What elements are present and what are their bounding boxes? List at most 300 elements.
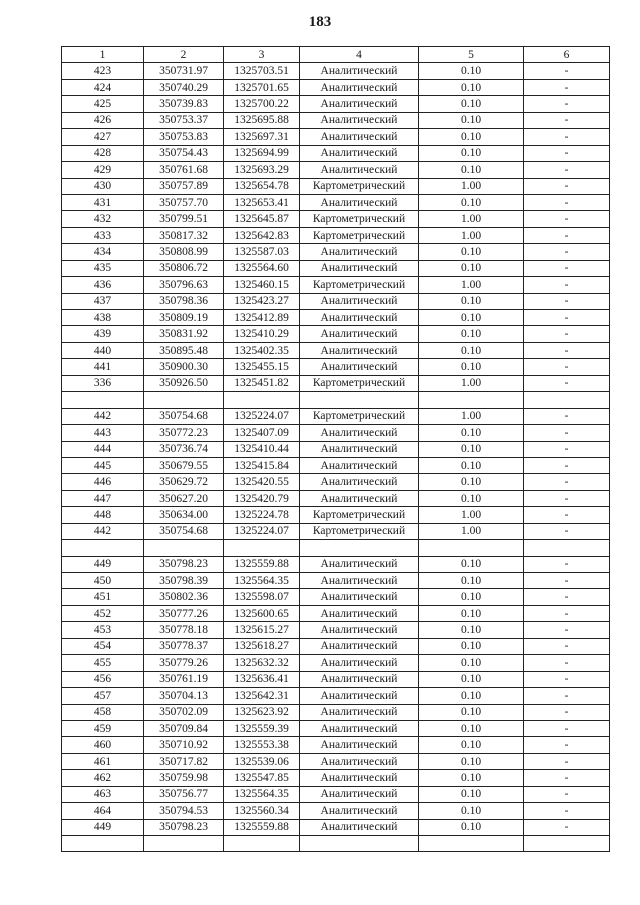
point-number-cell bbox=[62, 540, 144, 556]
point-number-cell: 438 bbox=[62, 310, 144, 326]
accuracy-cell: 0.10 bbox=[419, 573, 524, 589]
y-coordinate-cell: 1325460.15 bbox=[224, 277, 300, 293]
note-cell: - bbox=[524, 688, 610, 704]
table-row bbox=[62, 112, 610, 128]
x-coordinate-cell: 350798.36 bbox=[144, 293, 224, 309]
x-coordinate-cell: 350754.68 bbox=[144, 408, 224, 424]
table-row bbox=[62, 622, 610, 638]
y-coordinate-cell: 1325559.88 bbox=[224, 819, 300, 835]
point-number-cell: 449 bbox=[62, 819, 144, 835]
point-number-cell: 428 bbox=[62, 145, 144, 161]
accuracy-cell: 1.00 bbox=[419, 227, 524, 243]
accuracy-cell: 0.10 bbox=[419, 737, 524, 753]
table-header bbox=[62, 47, 610, 63]
note-cell: - bbox=[524, 573, 610, 589]
y-coordinate-cell: 1325645.87 bbox=[224, 211, 300, 227]
method-cell: Аналитический bbox=[300, 129, 419, 145]
x-coordinate-cell: 350759.98 bbox=[144, 770, 224, 786]
y-coordinate-cell: 1325224.07 bbox=[224, 408, 300, 424]
column-header: 5 bbox=[419, 47, 524, 63]
point-number-cell: 432 bbox=[62, 211, 144, 227]
point-number-cell: 450 bbox=[62, 573, 144, 589]
y-coordinate-cell: 1325415.84 bbox=[224, 457, 300, 473]
accuracy-cell: 0.10 bbox=[419, 622, 524, 638]
table-row bbox=[62, 145, 610, 161]
x-coordinate-cell: 350796.63 bbox=[144, 277, 224, 293]
x-coordinate-cell: 350627.20 bbox=[144, 490, 224, 506]
x-coordinate-cell: 350777.26 bbox=[144, 605, 224, 621]
accuracy-cell: 1.00 bbox=[419, 375, 524, 391]
method-cell: Аналитический bbox=[300, 704, 419, 720]
point-number-cell bbox=[62, 392, 144, 408]
method-cell: Аналитический bbox=[300, 556, 419, 572]
header-row bbox=[62, 47, 610, 63]
x-coordinate-cell: 350753.83 bbox=[144, 129, 224, 145]
point-number-cell: 447 bbox=[62, 490, 144, 506]
accuracy-cell: 0.10 bbox=[419, 490, 524, 506]
table-row bbox=[62, 310, 610, 326]
note-cell: - bbox=[524, 720, 610, 736]
table-row bbox=[62, 786, 610, 802]
y-coordinate-cell: 1325412.89 bbox=[224, 310, 300, 326]
x-coordinate-cell: 350772.23 bbox=[144, 425, 224, 441]
method-cell: Аналитический bbox=[300, 688, 419, 704]
x-coordinate-cell: 350798.23 bbox=[144, 556, 224, 572]
accuracy-cell: 0.10 bbox=[419, 63, 524, 79]
method-cell bbox=[300, 392, 419, 408]
point-number-cell: 453 bbox=[62, 622, 144, 638]
note-cell: - bbox=[524, 671, 610, 687]
method-cell: Аналитический bbox=[300, 720, 419, 736]
x-coordinate-cell: 350629.72 bbox=[144, 474, 224, 490]
x-coordinate-cell: 350756.77 bbox=[144, 786, 224, 802]
method-cell: Аналитический bbox=[300, 194, 419, 210]
y-coordinate-cell: 1325642.31 bbox=[224, 688, 300, 704]
y-coordinate-cell: 1325632.32 bbox=[224, 655, 300, 671]
accuracy-cell: 0.10 bbox=[419, 145, 524, 161]
y-coordinate-cell: 1325402.35 bbox=[224, 342, 300, 358]
accuracy-cell bbox=[419, 836, 524, 852]
accuracy-cell: 0.10 bbox=[419, 96, 524, 112]
accuracy-cell: 0.10 bbox=[419, 605, 524, 621]
y-coordinate-cell: 1325653.41 bbox=[224, 194, 300, 210]
table-row bbox=[62, 293, 610, 309]
accuracy-cell bbox=[419, 392, 524, 408]
table-row bbox=[62, 392, 610, 408]
x-coordinate-cell: 350900.30 bbox=[144, 359, 224, 375]
y-coordinate-cell: 1325697.31 bbox=[224, 129, 300, 145]
method-cell bbox=[300, 836, 419, 852]
table-row bbox=[62, 342, 610, 358]
x-coordinate-cell: 350757.70 bbox=[144, 194, 224, 210]
method-cell: Аналитический bbox=[300, 819, 419, 835]
method-cell: Картометрический bbox=[300, 227, 419, 243]
method-cell: Аналитический bbox=[300, 605, 419, 621]
x-coordinate-cell: 350806.72 bbox=[144, 260, 224, 276]
point-number-cell: 445 bbox=[62, 457, 144, 473]
point-number-cell: 429 bbox=[62, 162, 144, 178]
method-cell: Аналитический bbox=[300, 112, 419, 128]
table-row bbox=[62, 474, 610, 490]
y-coordinate-cell: 1325623.92 bbox=[224, 704, 300, 720]
accuracy-cell: 1.00 bbox=[419, 523, 524, 539]
accuracy-cell: 0.10 bbox=[419, 655, 524, 671]
note-cell: - bbox=[524, 375, 610, 391]
accuracy-cell: 0.10 bbox=[419, 112, 524, 128]
table-row bbox=[62, 457, 610, 473]
table-row bbox=[62, 753, 610, 769]
y-coordinate-cell: 1325559.39 bbox=[224, 720, 300, 736]
y-coordinate-cell: 1325642.83 bbox=[224, 227, 300, 243]
table-row bbox=[62, 211, 610, 227]
method-cell: Аналитический bbox=[300, 474, 419, 490]
note-cell: - bbox=[524, 293, 610, 309]
table-body bbox=[62, 63, 610, 852]
note-cell: - bbox=[524, 211, 610, 227]
y-coordinate-cell: 1325407.09 bbox=[224, 425, 300, 441]
accuracy-cell: 1.00 bbox=[419, 178, 524, 194]
method-cell: Аналитический bbox=[300, 803, 419, 819]
accuracy-cell: 0.10 bbox=[419, 441, 524, 457]
method-cell: Аналитический bbox=[300, 310, 419, 326]
accuracy-cell: 0.10 bbox=[419, 244, 524, 260]
page-number: 183 bbox=[308, 14, 332, 30]
method-cell: Аналитический bbox=[300, 490, 419, 506]
table-row bbox=[62, 836, 610, 852]
table-row bbox=[62, 490, 610, 506]
table-row bbox=[62, 803, 610, 819]
method-cell: Аналитический bbox=[300, 425, 419, 441]
y-coordinate-cell bbox=[224, 540, 300, 556]
method-cell: Картометрический bbox=[300, 523, 419, 539]
table-row bbox=[62, 589, 610, 605]
note-cell: - bbox=[524, 359, 610, 375]
table-row bbox=[62, 770, 610, 786]
method-cell: Картометрический bbox=[300, 277, 419, 293]
note-cell: - bbox=[524, 704, 610, 720]
method-cell: Аналитический bbox=[300, 589, 419, 605]
note-cell: - bbox=[524, 194, 610, 210]
method-cell: Аналитический bbox=[300, 326, 419, 342]
y-coordinate-cell: 1325600.65 bbox=[224, 605, 300, 621]
method-cell: Аналитический bbox=[300, 737, 419, 753]
note-cell: - bbox=[524, 79, 610, 95]
point-number-cell: 451 bbox=[62, 589, 144, 605]
method-cell: Аналитический bbox=[300, 359, 419, 375]
table-row bbox=[62, 96, 610, 112]
column-header: 2 bbox=[144, 47, 224, 63]
x-coordinate-cell bbox=[144, 392, 224, 408]
x-coordinate-cell: 350634.00 bbox=[144, 507, 224, 523]
note-cell: - bbox=[524, 260, 610, 276]
y-coordinate-cell: 1325410.29 bbox=[224, 326, 300, 342]
y-coordinate-cell: 1325654.78 bbox=[224, 178, 300, 194]
x-coordinate-cell: 350754.68 bbox=[144, 523, 224, 539]
method-cell: Картометрический bbox=[300, 178, 419, 194]
method-cell: Картометрический bbox=[300, 211, 419, 227]
y-coordinate-cell: 1325451.82 bbox=[224, 375, 300, 391]
point-number-cell: 457 bbox=[62, 688, 144, 704]
y-coordinate-cell: 1325410.44 bbox=[224, 441, 300, 457]
table-row bbox=[62, 260, 610, 276]
table-row bbox=[62, 540, 610, 556]
point-number-cell: 427 bbox=[62, 129, 144, 145]
note-cell: - bbox=[524, 457, 610, 473]
x-coordinate-cell: 350778.37 bbox=[144, 638, 224, 654]
y-coordinate-cell: 1325598.07 bbox=[224, 589, 300, 605]
note-cell: - bbox=[524, 227, 610, 243]
x-coordinate-cell: 350704.13 bbox=[144, 688, 224, 704]
note-cell: - bbox=[524, 244, 610, 260]
x-coordinate-cell: 350740.29 bbox=[144, 79, 224, 95]
x-coordinate-cell: 350779.26 bbox=[144, 655, 224, 671]
point-number-cell: 456 bbox=[62, 671, 144, 687]
table-row bbox=[62, 507, 610, 523]
note-cell: - bbox=[524, 819, 610, 835]
table-row bbox=[62, 178, 610, 194]
column-header: 1 bbox=[62, 47, 144, 63]
method-cell: Аналитический bbox=[300, 260, 419, 276]
method-cell: Аналитический bbox=[300, 79, 419, 95]
point-number-cell: 460 bbox=[62, 737, 144, 753]
note-cell: - bbox=[524, 638, 610, 654]
method-cell: Картометрический bbox=[300, 507, 419, 523]
table-row bbox=[62, 277, 610, 293]
x-coordinate-cell: 350753.37 bbox=[144, 112, 224, 128]
note-cell: - bbox=[524, 605, 610, 621]
point-number-cell: 442 bbox=[62, 408, 144, 424]
x-coordinate-cell: 350831.92 bbox=[144, 326, 224, 342]
y-coordinate-cell: 1325636.41 bbox=[224, 671, 300, 687]
note-cell: - bbox=[524, 753, 610, 769]
note-cell: - bbox=[524, 770, 610, 786]
method-cell: Аналитический bbox=[300, 457, 419, 473]
accuracy-cell: 0.10 bbox=[419, 293, 524, 309]
point-number-cell: 448 bbox=[62, 507, 144, 523]
y-coordinate-cell: 1325224.78 bbox=[224, 507, 300, 523]
note-cell: - bbox=[524, 589, 610, 605]
y-coordinate-cell: 1325455.15 bbox=[224, 359, 300, 375]
note-cell: - bbox=[524, 145, 610, 161]
point-number-cell: 437 bbox=[62, 293, 144, 309]
point-number-cell: 336 bbox=[62, 375, 144, 391]
point-number-cell: 449 bbox=[62, 556, 144, 572]
method-cell: Аналитический bbox=[300, 638, 419, 654]
y-coordinate-cell: 1325700.22 bbox=[224, 96, 300, 112]
accuracy-cell: 0.10 bbox=[419, 474, 524, 490]
x-coordinate-cell: 350679.55 bbox=[144, 457, 224, 473]
note-cell: - bbox=[524, 523, 610, 539]
table-row bbox=[62, 326, 610, 342]
table-row bbox=[62, 638, 610, 654]
table-row bbox=[62, 63, 610, 79]
accuracy-cell: 0.10 bbox=[419, 589, 524, 605]
point-number-cell: 431 bbox=[62, 194, 144, 210]
table-row bbox=[62, 441, 610, 457]
accuracy-cell: 1.00 bbox=[419, 507, 524, 523]
x-coordinate-cell: 350799.51 bbox=[144, 211, 224, 227]
accuracy-cell: 0.10 bbox=[419, 720, 524, 736]
x-coordinate-cell: 350717.82 bbox=[144, 753, 224, 769]
table-row bbox=[62, 227, 610, 243]
note-cell: - bbox=[524, 786, 610, 802]
point-number-cell: 464 bbox=[62, 803, 144, 819]
note-cell: - bbox=[524, 178, 610, 194]
table-row bbox=[62, 244, 610, 260]
y-coordinate-cell: 1325423.27 bbox=[224, 293, 300, 309]
point-number-cell bbox=[62, 836, 144, 852]
accuracy-cell: 0.10 bbox=[419, 638, 524, 654]
point-number-cell: 444 bbox=[62, 441, 144, 457]
point-number-cell: 462 bbox=[62, 770, 144, 786]
accuracy-cell: 0.10 bbox=[419, 770, 524, 786]
point-number-cell: 425 bbox=[62, 96, 144, 112]
method-cell: Аналитический bbox=[300, 244, 419, 260]
x-coordinate-cell: 350761.68 bbox=[144, 162, 224, 178]
table-row bbox=[62, 162, 610, 178]
accuracy-cell: 0.10 bbox=[419, 194, 524, 210]
note-cell: - bbox=[524, 96, 610, 112]
accuracy-cell: 0.10 bbox=[419, 310, 524, 326]
y-coordinate-cell: 1325553.38 bbox=[224, 737, 300, 753]
x-coordinate-cell: 350731.97 bbox=[144, 63, 224, 79]
point-number-cell: 435 bbox=[62, 260, 144, 276]
note-cell: - bbox=[524, 507, 610, 523]
x-coordinate-cell: 350926.50 bbox=[144, 375, 224, 391]
table-row bbox=[62, 556, 610, 572]
note-cell: - bbox=[524, 326, 610, 342]
column-header: 3 bbox=[224, 47, 300, 63]
point-number-cell: 441 bbox=[62, 359, 144, 375]
x-coordinate-cell: 350778.18 bbox=[144, 622, 224, 638]
note-cell: - bbox=[524, 490, 610, 506]
y-coordinate-cell: 1325539.06 bbox=[224, 753, 300, 769]
point-number-cell: 434 bbox=[62, 244, 144, 260]
method-cell: Аналитический bbox=[300, 342, 419, 358]
method-cell: Аналитический bbox=[300, 753, 419, 769]
x-coordinate-cell: 350761.19 bbox=[144, 671, 224, 687]
note-cell bbox=[524, 540, 610, 556]
x-coordinate-cell: 350895.48 bbox=[144, 342, 224, 358]
table-row bbox=[62, 129, 610, 145]
y-coordinate-cell bbox=[224, 836, 300, 852]
point-number-cell: 439 bbox=[62, 326, 144, 342]
column-header: 6 bbox=[524, 47, 610, 63]
table-row bbox=[62, 688, 610, 704]
accuracy-cell: 0.10 bbox=[419, 129, 524, 145]
note-cell: - bbox=[524, 425, 610, 441]
accuracy-cell: 0.10 bbox=[419, 671, 524, 687]
point-number-cell: 454 bbox=[62, 638, 144, 654]
x-coordinate-cell: 350702.09 bbox=[144, 704, 224, 720]
x-coordinate-cell: 350794.53 bbox=[144, 803, 224, 819]
accuracy-cell: 0.10 bbox=[419, 359, 524, 375]
accuracy-cell: 1.00 bbox=[419, 408, 524, 424]
method-cell: Картометрический bbox=[300, 375, 419, 391]
x-coordinate-cell: 350736.74 bbox=[144, 441, 224, 457]
table-row bbox=[62, 425, 610, 441]
note-cell: - bbox=[524, 162, 610, 178]
y-coordinate-cell: 1325615.27 bbox=[224, 622, 300, 638]
point-number-cell: 443 bbox=[62, 425, 144, 441]
table-row bbox=[62, 79, 610, 95]
accuracy-cell: 0.10 bbox=[419, 803, 524, 819]
table-row bbox=[62, 704, 610, 720]
note-cell: - bbox=[524, 622, 610, 638]
y-coordinate-cell: 1325547.85 bbox=[224, 770, 300, 786]
note-cell: - bbox=[524, 277, 610, 293]
y-coordinate-cell: 1325560.34 bbox=[224, 803, 300, 819]
method-cell: Аналитический bbox=[300, 770, 419, 786]
method-cell: Аналитический bbox=[300, 162, 419, 178]
note-cell: - bbox=[524, 408, 610, 424]
note-cell: - bbox=[524, 556, 610, 572]
point-number-cell: 430 bbox=[62, 178, 144, 194]
method-cell: Аналитический bbox=[300, 96, 419, 112]
y-coordinate-cell: 1325693.29 bbox=[224, 162, 300, 178]
accuracy-cell: 0.10 bbox=[419, 819, 524, 835]
point-number-cell: 433 bbox=[62, 227, 144, 243]
x-coordinate-cell: 350809.19 bbox=[144, 310, 224, 326]
y-coordinate-cell: 1325587.03 bbox=[224, 244, 300, 260]
method-cell: Аналитический bbox=[300, 655, 419, 671]
point-number-cell: 436 bbox=[62, 277, 144, 293]
note-cell: - bbox=[524, 63, 610, 79]
note-cell: - bbox=[524, 310, 610, 326]
table-row bbox=[62, 523, 610, 539]
accuracy-cell: 0.10 bbox=[419, 79, 524, 95]
y-coordinate-cell: 1325224.07 bbox=[224, 523, 300, 539]
x-coordinate-cell: 350739.83 bbox=[144, 96, 224, 112]
note-cell: - bbox=[524, 112, 610, 128]
x-coordinate-cell: 350798.39 bbox=[144, 573, 224, 589]
x-coordinate-cell bbox=[144, 540, 224, 556]
method-cell: Аналитический bbox=[300, 441, 419, 457]
y-coordinate-cell: 1325703.51 bbox=[224, 63, 300, 79]
method-cell: Аналитический bbox=[300, 573, 419, 589]
table-row bbox=[62, 573, 610, 589]
accuracy-cell: 0.10 bbox=[419, 753, 524, 769]
table-row bbox=[62, 194, 610, 210]
note-cell bbox=[524, 836, 610, 852]
y-coordinate-cell: 1325618.27 bbox=[224, 638, 300, 654]
accuracy-cell: 1.00 bbox=[419, 277, 524, 293]
point-number-cell: 458 bbox=[62, 704, 144, 720]
method-cell: Аналитический bbox=[300, 622, 419, 638]
x-coordinate-cell: 350709.84 bbox=[144, 720, 224, 736]
y-coordinate-cell: 1325694.99 bbox=[224, 145, 300, 161]
note-cell: - bbox=[524, 737, 610, 753]
point-number-cell: 423 bbox=[62, 63, 144, 79]
method-cell: Аналитический bbox=[300, 145, 419, 161]
y-coordinate-cell: 1325695.88 bbox=[224, 112, 300, 128]
note-cell: - bbox=[524, 342, 610, 358]
point-number-cell: 440 bbox=[62, 342, 144, 358]
x-coordinate-cell: 350802.36 bbox=[144, 589, 224, 605]
accuracy-cell: 0.10 bbox=[419, 688, 524, 704]
y-coordinate-cell: 1325564.35 bbox=[224, 786, 300, 802]
method-cell: Картометрический bbox=[300, 408, 419, 424]
table-row bbox=[62, 408, 610, 424]
note-cell bbox=[524, 392, 610, 408]
accuracy-cell: 0.10 bbox=[419, 457, 524, 473]
table-row bbox=[62, 720, 610, 736]
accuracy-cell: 0.10 bbox=[419, 704, 524, 720]
point-number-cell: 424 bbox=[62, 79, 144, 95]
method-cell: Аналитический bbox=[300, 63, 419, 79]
accuracy-cell: 0.10 bbox=[419, 162, 524, 178]
point-number-cell: 442 bbox=[62, 523, 144, 539]
